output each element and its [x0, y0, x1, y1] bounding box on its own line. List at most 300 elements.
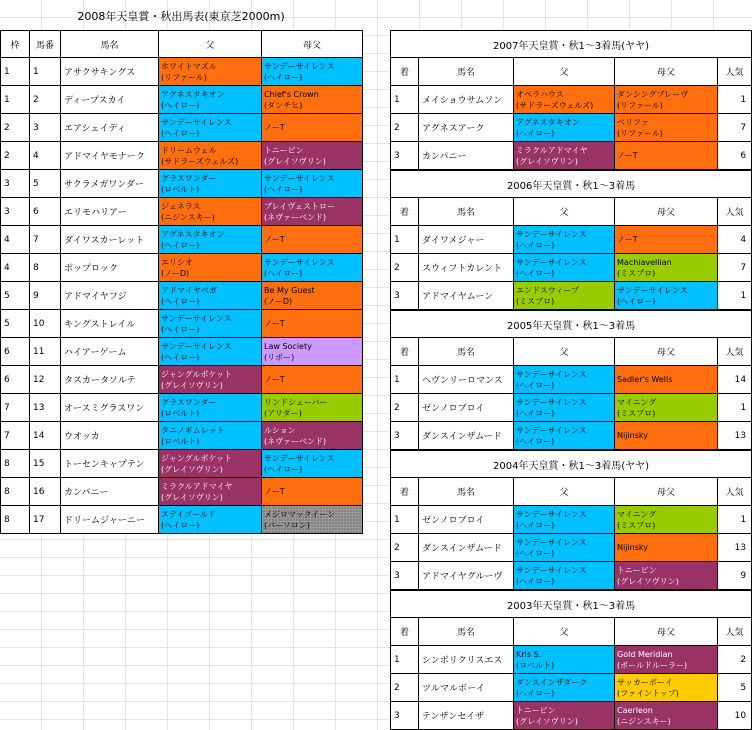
- column-header: 父: [514, 618, 615, 646]
- table-row: [391, 674, 752, 702]
- sire-cell-line: ドリームウェル: [161, 145, 217, 155]
- sire-cell-line: (ノーD): [161, 268, 190, 278]
- column-header: 父: [514, 58, 615, 86]
- results-header: [391, 478, 752, 506]
- broodmare-sire-cell: [262, 198, 363, 226]
- broodmare-sire-cell-line: ノーT: [264, 319, 285, 328]
- sire-cell-line: (ヘイロー): [516, 548, 555, 558]
- sire-cell-line: アドマイヤベガ: [161, 285, 217, 295]
- broodmare-sire-cell-line: トニービン: [264, 145, 304, 155]
- finish-position-cell: 2: [391, 114, 419, 142]
- popularity-cell: 14: [718, 366, 752, 394]
- sire-cell: [159, 338, 262, 366]
- horse-name-cell: サクラメガワンダー: [61, 170, 159, 198]
- results-title-row: [391, 171, 752, 198]
- umaban-cell: 17: [30, 506, 61, 534]
- broodmare-sire-cell: [262, 86, 363, 114]
- popularity-cell: 2: [718, 646, 752, 674]
- broodmare-sire-cell-line: Machiavellian: [617, 257, 672, 267]
- column-header: 着: [391, 198, 419, 226]
- results-table: [390, 590, 752, 730]
- finish-position-cell: 2: [391, 394, 419, 422]
- waku-cell: 1: [1, 86, 30, 114]
- broodmare-sire-cell-line: (ヘイロー): [617, 296, 656, 306]
- sire-cell-line: サンデーサイレンス: [516, 369, 587, 379]
- waku-cell: 2: [1, 142, 30, 170]
- broodmare-sire-cell-line: (グレイソヴリン): [617, 576, 679, 586]
- finish-position-cell: 1: [391, 86, 419, 114]
- broodmare-sire-cell-line: (ヘイロー): [264, 72, 303, 82]
- umaban-cell: 13: [30, 394, 61, 422]
- horse-name-cell: エアシェイディ: [61, 114, 159, 142]
- table-row: [1, 86, 363, 114]
- popularity-cell: 1: [718, 506, 752, 534]
- sire-cell-line: アグネスタキオン: [516, 117, 580, 127]
- sire-cell-line: (グレイソヴリン): [161, 380, 223, 390]
- sire-cell-line: ダンスインザダーク: [516, 677, 588, 687]
- sire-cell-line: サンデーサイレンス: [516, 509, 587, 519]
- broodmare-sire-cell-line: ブレイヴェストロー: [264, 201, 335, 211]
- sire-cell: [159, 394, 262, 422]
- horse-name-cell: アドマイヤグルーヴ: [419, 562, 514, 590]
- table-row: [1, 198, 363, 226]
- sire-cell-line: ジャングルポケット: [161, 453, 233, 463]
- column-header: 着: [391, 618, 419, 646]
- horse-name-cell: メイショウサムソン: [419, 86, 514, 114]
- broodmare-sire-cell: [262, 58, 363, 86]
- table-row: [391, 534, 752, 562]
- column-header: 人気: [718, 338, 752, 366]
- horse-name-cell: トーセンキャプテン: [61, 450, 159, 478]
- results-title: 2004年天皇賞・秋1～3着馬(ヤヤ): [391, 451, 752, 478]
- results-header: [391, 618, 752, 646]
- finish-position-cell: 3: [391, 282, 419, 310]
- broodmare-sire-cell-line: Gold Meridian: [617, 649, 673, 659]
- waku-cell: 5: [1, 310, 30, 338]
- sire-cell-line: サンデーサイレンス: [161, 341, 232, 351]
- column-header: 馬名: [419, 618, 514, 646]
- sire-cell-line: (ヘイロー): [161, 324, 200, 334]
- table-row: [1, 366, 363, 394]
- popularity-cell: 1: [718, 282, 752, 310]
- broodmare-sire-cell: [262, 338, 363, 366]
- finish-position-cell: 3: [391, 422, 419, 450]
- sire-cell-line: (ヘイロー): [161, 352, 200, 362]
- broodmare-sire-cell-line: Sadler's Wells: [617, 375, 673, 384]
- horse-name-cell: キングストレイル: [61, 310, 159, 338]
- sire-cell-line: エンドスウィープ: [516, 285, 580, 295]
- column-header: 母父: [615, 338, 718, 366]
- entry-table: [0, 30, 363, 534]
- sire-cell-line: (サドラーズウェルズ): [516, 100, 594, 110]
- broodmare-sire-cell-line: トニービン: [617, 565, 657, 575]
- finish-position-cell: 2: [391, 254, 419, 282]
- sire-cell: [514, 114, 615, 142]
- finish-position-cell: 3: [391, 562, 419, 590]
- broodmare-sire-cell-line: (ヘイロー): [264, 184, 303, 194]
- sire-cell-line: (ヘイロー): [516, 240, 555, 250]
- column-header: 着: [391, 58, 419, 86]
- sire-cell: [514, 674, 615, 702]
- broodmare-sire-cell-line: ノーT: [617, 151, 638, 160]
- broodmare-sire-cell-line: (ミスプロ): [617, 268, 656, 278]
- sire-cell-line: (リファール): [161, 72, 207, 82]
- sire-cell-line: (ヘイロー): [161, 128, 200, 138]
- column-header: 人気: [718, 198, 752, 226]
- broodmare-sire-cell-line: ダンシングブレーヴ: [617, 89, 689, 99]
- results-title-row: [391, 591, 752, 618]
- horse-name-cell: ウオッカ: [61, 422, 159, 450]
- table-row: [1, 338, 363, 366]
- table-row: [1, 422, 363, 450]
- table-row: [391, 562, 752, 590]
- horse-name-cell: ダイワスカーレット: [61, 226, 159, 254]
- table-row: [391, 366, 752, 394]
- sire-cell-line: サンデーサイレンス: [516, 537, 587, 547]
- table-row: [391, 506, 752, 534]
- sire-cell-line: サンデーサイレンス: [161, 313, 232, 323]
- column-header: 馬名: [419, 58, 514, 86]
- popularity-cell: 1: [718, 86, 752, 114]
- broodmare-sire-cell-line: (ネヴァーベンド): [264, 436, 327, 446]
- table-row: [1, 450, 363, 478]
- waku-cell: 3: [1, 198, 30, 226]
- broodmare-sire-cell-line: サッカーボーイ: [617, 677, 673, 687]
- horse-name-cell: エリモハリアー: [61, 198, 159, 226]
- sire-cell: [514, 422, 615, 450]
- broodmare-sire-cell-line: (リボー): [264, 352, 295, 362]
- sire-cell: [159, 450, 262, 478]
- broodmare-sire-cell-line: ルション: [264, 425, 296, 435]
- waku-cell: 6: [1, 338, 30, 366]
- broodmare-sire-cell-line: (ニジンスキー): [617, 716, 671, 726]
- sire-cell: [514, 142, 615, 170]
- popularity-cell: 4: [718, 226, 752, 254]
- sire-cell-line: オペラハウス: [516, 89, 564, 99]
- column-header: 着: [391, 338, 419, 366]
- table-row: [1, 478, 363, 506]
- results-title: 2007年天皇賞・秋1～3着馬(ヤヤ): [391, 31, 752, 58]
- broodmare-sire-cell-line: (ダンチヒ): [264, 100, 303, 110]
- column-header: 父: [159, 31, 262, 58]
- popularity-cell: 7: [718, 114, 752, 142]
- sire-cell-line: (ニジンスキー): [161, 212, 215, 222]
- broodmare-sire-cell: [262, 478, 363, 506]
- waku-cell: 8: [1, 450, 30, 478]
- sire-cell: [514, 254, 615, 282]
- broodmare-sire-cell-line: サンデーサイレンス: [617, 285, 688, 295]
- table-row: [1, 58, 363, 86]
- broodmare-sire-cell: [615, 142, 718, 170]
- finish-position-cell: 1: [391, 646, 419, 674]
- horse-name-cell: ダンスインザムード: [419, 422, 514, 450]
- broodmare-sire-cell: [262, 310, 363, 338]
- column-header: 馬名: [419, 338, 514, 366]
- sire-cell-line: (ヘイロー): [516, 380, 555, 390]
- sire-cell-line: (グレイソヴリン): [161, 492, 223, 502]
- waku-cell: 4: [1, 254, 30, 282]
- sire-cell: [514, 366, 615, 394]
- sire-cell-line: (ロベルト): [161, 436, 200, 446]
- broodmare-sire-cell-line: (ボールドルーラー): [617, 660, 688, 670]
- broodmare-sire-cell-line: Be My Guest: [264, 285, 315, 295]
- sire-cell-line: (サドラーズウェルズ): [161, 156, 239, 166]
- broodmare-sire-cell: [615, 366, 718, 394]
- sire-cell-line: (ヘイロー): [516, 268, 555, 278]
- broodmare-sire-cell-line: Nijinsky: [617, 543, 648, 552]
- results-title: 2006年天皇賞・秋1～3着馬: [391, 171, 752, 198]
- broodmare-sire-cell-line: (グレイソヴリン): [264, 156, 326, 166]
- waku-cell: 3: [1, 170, 30, 198]
- table-row: [1, 226, 363, 254]
- popularity-cell: 13: [718, 422, 752, 450]
- sire-cell-line: (ロベルト): [161, 408, 200, 418]
- sire-cell: [514, 562, 615, 590]
- broodmare-sire-cell: [615, 702, 718, 730]
- horse-name-cell: カンパニー: [419, 142, 514, 170]
- sire-cell-line: エリシオ: [161, 257, 193, 267]
- broodmare-sire-cell-line: サンデーサイレンス: [264, 453, 335, 463]
- broodmare-sire-cell-line: サンデーサイレンス: [264, 173, 335, 183]
- broodmare-sire-cell: [262, 226, 363, 254]
- horse-name-cell: テンザンセイザ: [419, 702, 514, 730]
- sire-cell-line: ミラクルアドマイヤ: [161, 481, 233, 491]
- table-row: [391, 422, 752, 450]
- umaban-cell: 2: [30, 86, 61, 114]
- popularity-cell: 5: [718, 674, 752, 702]
- broodmare-sire-cell: [262, 282, 363, 310]
- broodmare-sire-cell: [615, 86, 718, 114]
- broodmare-sire-cell: [615, 422, 718, 450]
- sire-cell-line: サンデーサイレンス: [516, 257, 587, 267]
- waku-cell: 7: [1, 422, 30, 450]
- sire-cell-line: (ヘイロー): [161, 240, 200, 250]
- horse-name-cell: ダイワメジャー: [419, 226, 514, 254]
- broodmare-sire-cell-line: (ヘイロー): [264, 268, 303, 278]
- broodmare-sire-cell-line: (ファイントップ): [617, 688, 679, 698]
- sire-cell-line: グラスワンダー: [161, 173, 217, 183]
- results-title-row: [391, 311, 752, 338]
- popularity-cell: 10: [718, 702, 752, 730]
- finish-position-cell: 3: [391, 142, 419, 170]
- column-header: 母父: [615, 198, 718, 226]
- table-row: [1, 394, 363, 422]
- popularity-cell: 13: [718, 534, 752, 562]
- horse-name-cell: オースミグラスワン: [61, 394, 159, 422]
- table-row: [391, 702, 752, 730]
- broodmare-sire-cell: [615, 674, 718, 702]
- broodmare-sire-cell-line: サンデーサイレンス: [264, 61, 335, 71]
- broodmare-sire-cell-line: (ヘイロー): [264, 464, 303, 474]
- table-row: [391, 646, 752, 674]
- broodmare-sire-cell: [262, 254, 363, 282]
- waku-cell: 8: [1, 506, 30, 534]
- waku-cell: 6: [1, 366, 30, 394]
- sire-cell-line: (ヘイロー): [516, 128, 555, 138]
- sire-cell: [159, 226, 262, 254]
- broodmare-sire-cell: [615, 114, 718, 142]
- umaban-cell: 14: [30, 422, 61, 450]
- results-title-row: [391, 451, 752, 478]
- sire-cell-line: タニノギムレット: [161, 425, 225, 435]
- sire-cell-line: (グレイソヴリン): [161, 464, 223, 474]
- sire-cell: [159, 86, 262, 114]
- broodmare-sire-cell: [615, 394, 718, 422]
- results-table: [390, 170, 752, 310]
- umaban-cell: 7: [30, 226, 61, 254]
- finish-position-cell: 1: [391, 226, 419, 254]
- broodmare-sire-cell-line: リンドシェーバー: [264, 397, 328, 407]
- horse-name-cell: アサクサキングス: [61, 58, 159, 86]
- broodmare-sire-cell-line: ノーT: [264, 123, 285, 132]
- broodmare-sire-cell-line: ノーT: [264, 487, 285, 496]
- column-header: 着: [391, 478, 419, 506]
- sire-cell: [159, 478, 262, 506]
- table-row: [391, 86, 752, 114]
- table-row: [1, 254, 363, 282]
- sire-cell: [159, 198, 262, 226]
- broodmare-sire-cell-line: マイニング: [617, 509, 657, 519]
- sire-cell-line: サンデーサイレンス: [516, 565, 587, 575]
- sire-cell-line: ミラクルアドマイヤ: [516, 145, 588, 155]
- table-row: [1, 170, 363, 198]
- broodmare-sire-cell-line: Law Society: [264, 341, 312, 351]
- sire-cell: [159, 366, 262, 394]
- sire-cell-line: (ヘイロー): [516, 576, 555, 586]
- sire-cell-line: (ヘイロー): [516, 688, 555, 698]
- table-row: [1, 506, 363, 534]
- umaban-cell: 10: [30, 310, 61, 338]
- sire-cell-line: (ヘイロー): [161, 296, 200, 306]
- broodmare-sire-cell-line: (ネヴァーベンド): [264, 212, 327, 222]
- finish-position-cell: 2: [391, 534, 419, 562]
- broodmare-sire-cell: [262, 450, 363, 478]
- sire-cell-line: (ヘイロー): [516, 408, 555, 418]
- horse-name-cell: アドマイヤフジ: [61, 282, 159, 310]
- broodmare-sire-cell-line: Nijinsky: [617, 431, 648, 440]
- broodmare-sire-cell-line: (ミスプロ): [617, 408, 656, 418]
- horse-name-cell: タスカータソルテ: [61, 366, 159, 394]
- broodmare-sire-cell-line: サンデーサイレンス: [264, 257, 335, 267]
- horse-name-cell: ヘヴンリーロマンス: [419, 366, 514, 394]
- broodmare-sire-cell-line: (ノーD): [264, 296, 293, 306]
- umaban-cell: 5: [30, 170, 61, 198]
- sire-cell-line: Kris S.: [516, 649, 542, 659]
- sire-cell-line: アグネスタキオン: [161, 229, 225, 239]
- column-header: 馬名: [419, 198, 514, 226]
- sire-cell-line: サンデーサイレンス: [516, 425, 587, 435]
- broodmare-sire-cell-line: マイニング: [617, 397, 657, 407]
- waku-cell: 2: [1, 114, 30, 142]
- broodmare-sire-cell-line: ノーT: [264, 235, 285, 244]
- results-header: [391, 198, 752, 226]
- column-header: 母父: [615, 58, 718, 86]
- broodmare-sire-cell: [615, 254, 718, 282]
- broodmare-sire-cell: [615, 506, 718, 534]
- sire-cell-line: ジェネラス: [161, 201, 201, 211]
- sire-cell-line: ステイゴールド: [161, 509, 216, 519]
- waku-cell: 8: [1, 478, 30, 506]
- sire-cell: [514, 282, 615, 310]
- broodmare-sire-cell: [262, 114, 363, 142]
- popularity-cell: 6: [718, 142, 752, 170]
- umaban-cell: 16: [30, 478, 61, 506]
- results-header: [391, 58, 752, 86]
- umaban-cell: 4: [30, 142, 61, 170]
- sire-cell: [159, 254, 262, 282]
- sire-cell-line: アグネスタキオン: [161, 89, 225, 99]
- results-table: [390, 450, 752, 590]
- column-header: 母父: [262, 31, 363, 58]
- column-header: 母父: [615, 618, 718, 646]
- broodmare-sire-cell-line: (パーソロン): [264, 520, 310, 530]
- horse-name-cell: ゼンノロブロイ: [419, 394, 514, 422]
- broodmare-sire-cell: [615, 226, 718, 254]
- sire-cell: [159, 170, 262, 198]
- column-header: 馬名: [61, 31, 159, 58]
- column-header: 馬番: [30, 31, 61, 58]
- sire-cell: [159, 282, 262, 310]
- table-row: [391, 226, 752, 254]
- sire-cell-line: サンデーサイレンス: [516, 229, 587, 239]
- waku-cell: 1: [1, 58, 30, 86]
- sire-cell: [514, 534, 615, 562]
- broodmare-sire-cell: [615, 646, 718, 674]
- broodmare-sire-cell-line: (リファール): [617, 128, 663, 138]
- page-title: 2008年天皇賞・秋出馬表(東京芝2000m): [77, 10, 285, 23]
- column-header: 枠: [1, 31, 30, 58]
- sire-cell-line: (ヘイロー): [161, 100, 200, 110]
- table-row: [1, 142, 363, 170]
- broodmare-sire-cell-line: ノーT: [617, 235, 638, 244]
- broodmare-sire-cell: [262, 506, 363, 534]
- table-row: [391, 142, 752, 170]
- sire-cell-line: (グレイソヴリン): [516, 716, 578, 726]
- table-row: [1, 310, 363, 338]
- results-title: 2003年天皇賞・秋1～3着馬: [391, 591, 752, 618]
- table-row: [391, 114, 752, 142]
- umaban-cell: 8: [30, 254, 61, 282]
- horse-name-cell: アグネスアーク: [419, 114, 514, 142]
- column-header: 父: [514, 338, 615, 366]
- horse-name-cell: シンボリクリスエス: [419, 646, 514, 674]
- results-title: 2005年天皇賞・秋1～3着馬: [391, 311, 752, 338]
- sire-cell: [159, 58, 262, 86]
- umaban-cell: 9: [30, 282, 61, 310]
- column-header: 父: [514, 198, 615, 226]
- sire-cell: [514, 394, 615, 422]
- sire-cell: [514, 86, 615, 114]
- sire-cell-line: (ミスプロ): [516, 296, 555, 306]
- sire-cell-line: (ロベルト): [516, 660, 555, 670]
- umaban-cell: 3: [30, 114, 61, 142]
- column-header: 人気: [718, 58, 752, 86]
- table-row: [391, 254, 752, 282]
- finish-position-cell: 1: [391, 366, 419, 394]
- horse-name-cell: スウィフトカレント: [419, 254, 514, 282]
- sire-cell-line: ジャングルポケット: [161, 369, 233, 379]
- results-table: [390, 310, 752, 450]
- waku-cell: 5: [1, 282, 30, 310]
- horse-name-cell: ディープスカイ: [61, 86, 159, 114]
- broodmare-sire-cell-line: ベリファ: [617, 117, 649, 127]
- column-header: 父: [514, 478, 615, 506]
- popularity-cell: 9: [718, 562, 752, 590]
- horse-name-cell: ドリームジャーニー: [61, 506, 159, 534]
- column-header: 馬名: [419, 478, 514, 506]
- sire-cell: [159, 142, 262, 170]
- sire-cell-line: ホワイトマズル: [161, 61, 217, 71]
